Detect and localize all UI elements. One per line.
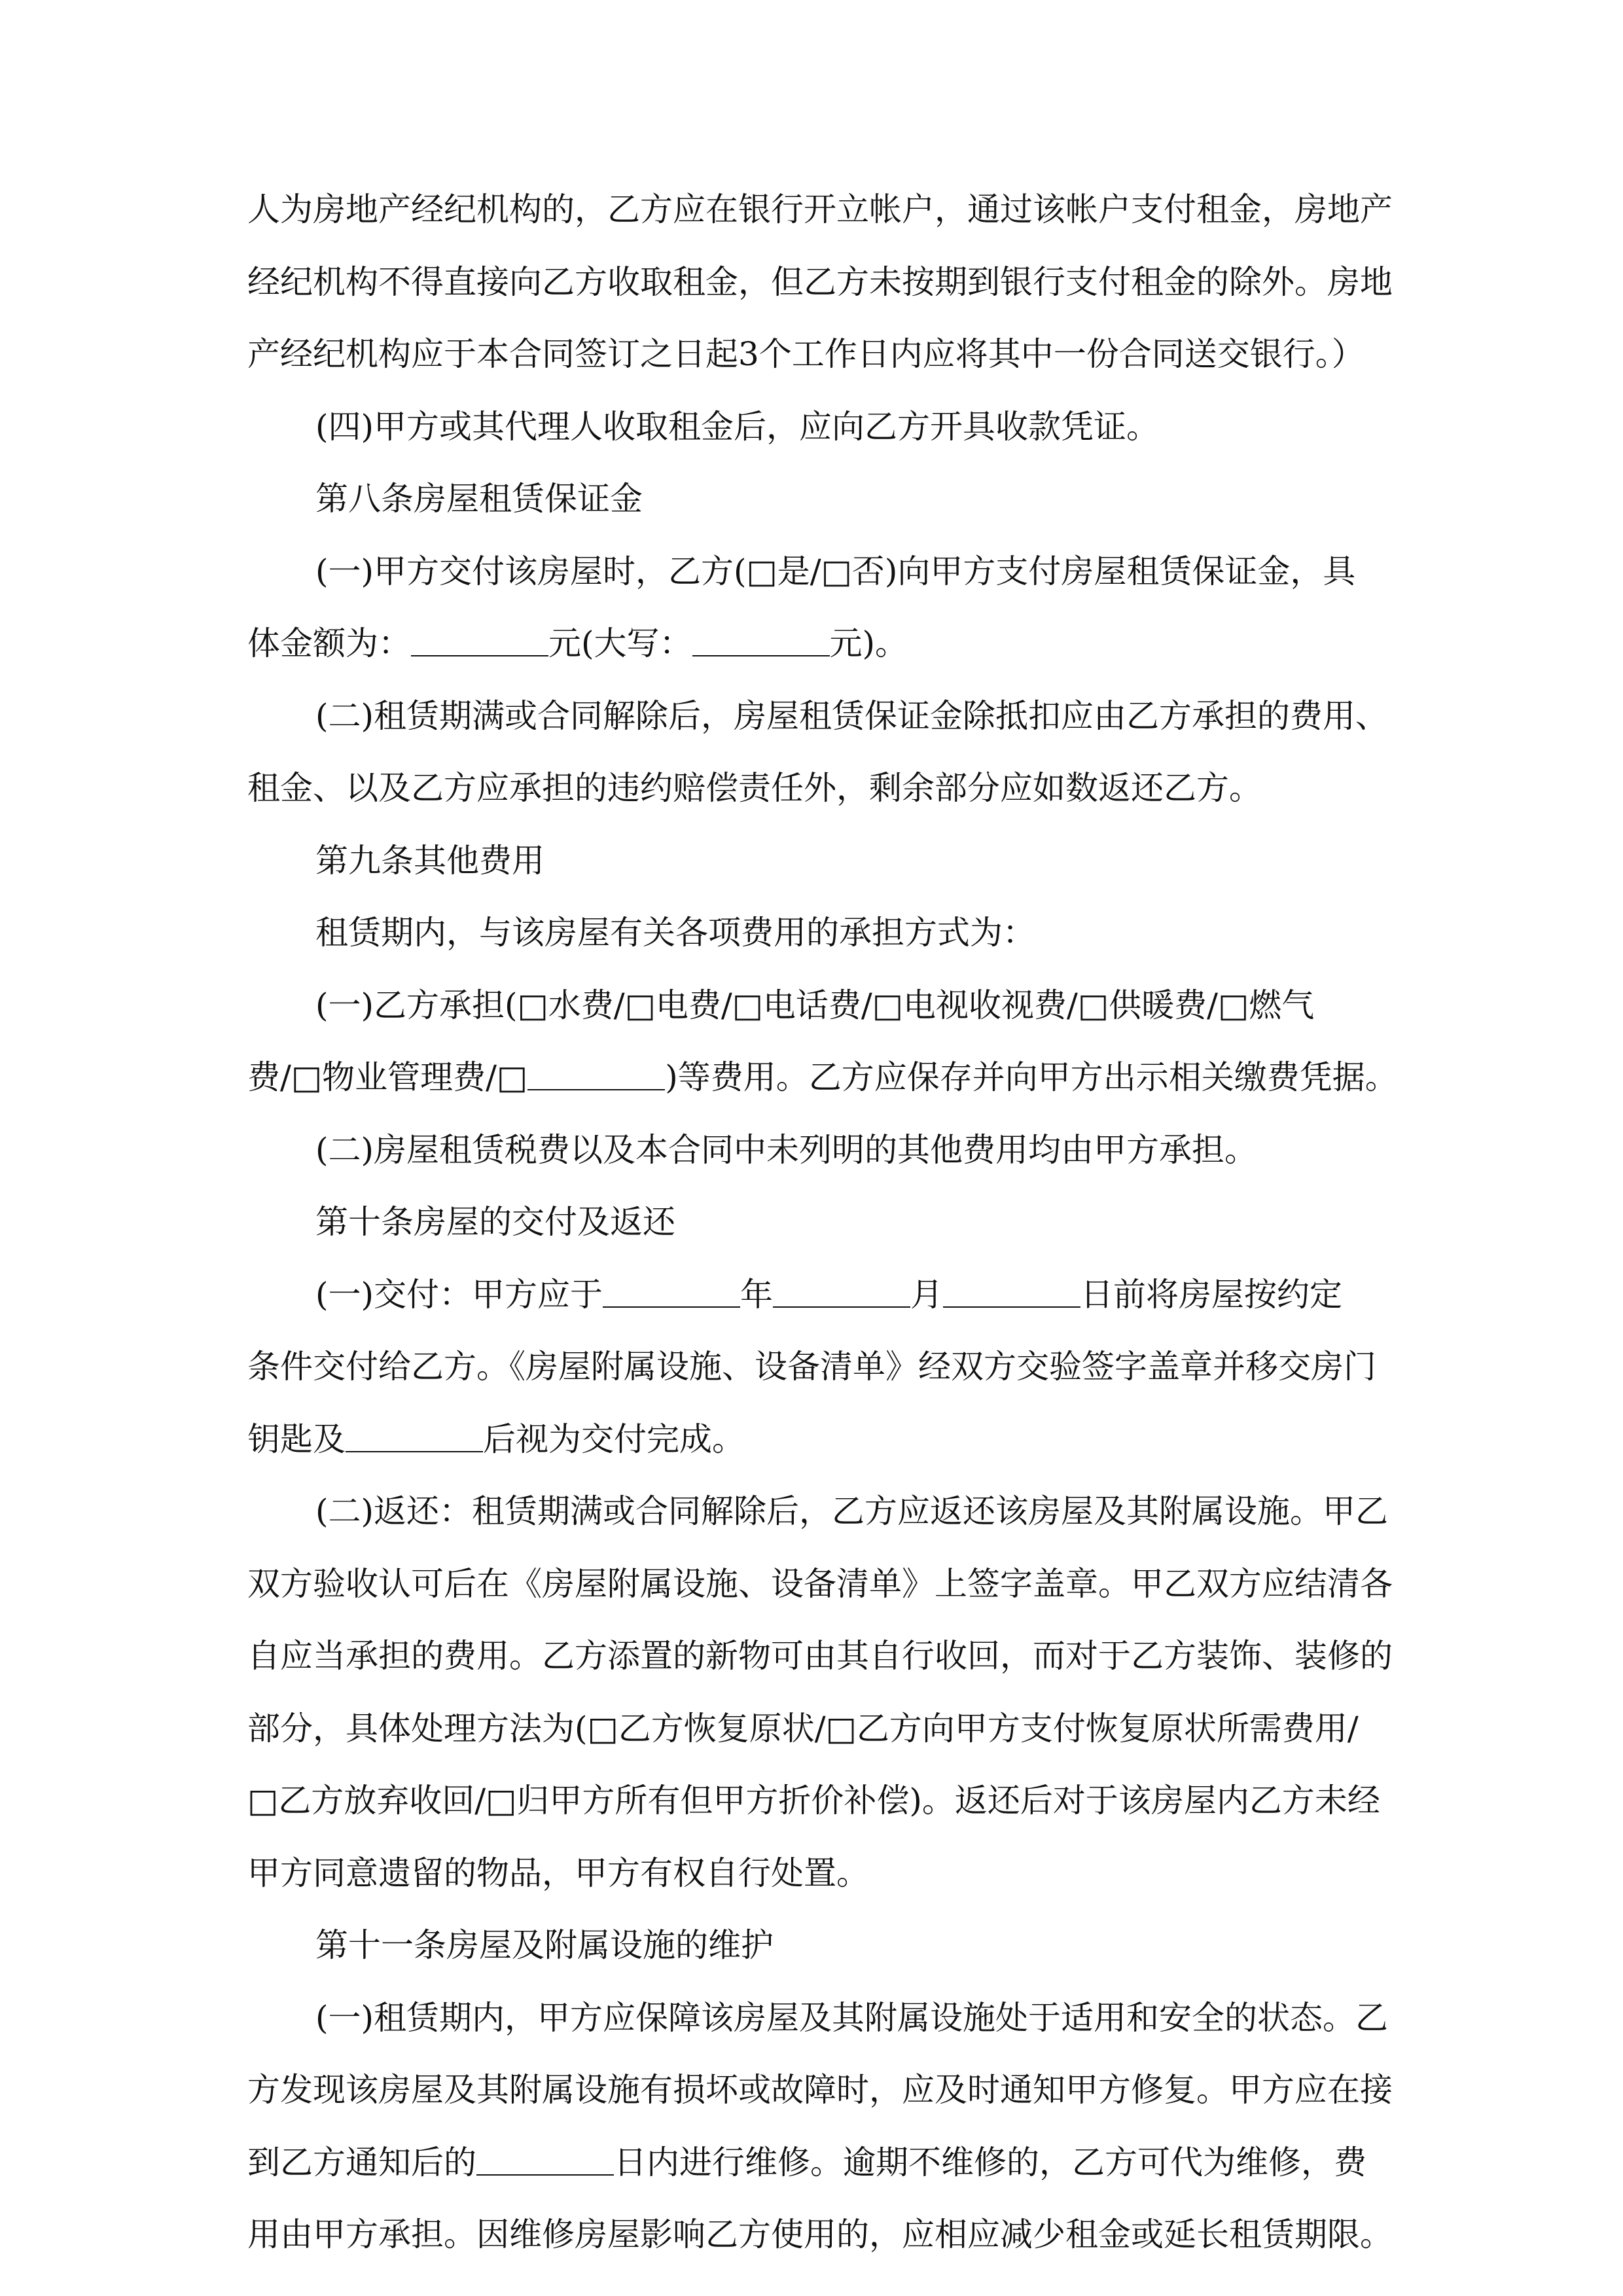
- heading-text: 第十条房屋的交付及返还: [315, 1203, 675, 1241]
- heading-text: 第九条其他费用: [315, 841, 544, 880]
- text-line: [247, 624, 1406, 663]
- line-text: (一)租赁期内，甲方应保障该房屋及其附属设施处于适用和安全的状态。乙: [315, 1998, 1389, 2037]
- line-text: 日内进行维修。逾期不维修的，乙方可代为维修，费: [614, 2143, 1366, 2181]
- line-text: (二)租赁期满或合同解除后，房屋租赁保证金除抵扣应由乙方承担的费用、: [315, 696, 1389, 735]
- line-text: 经纪机构不得直接向乙方收取租金，但乙方未按期到银行支付租金的除外。房地: [247, 262, 1393, 301]
- line-text: 体金额为：: [247, 624, 411, 662]
- line-text: (一)甲方交付该房屋时，乙方(□是/□否)向甲方支付房屋租赁保证金，具: [315, 552, 1356, 590]
- year-blank[interactable]: [603, 1275, 740, 1308]
- text-line: [247, 986, 1406, 1025]
- line-text: 方发现该房屋及其附属设施有损坏或故障时，应及时通知甲方修复。甲方应在接: [247, 2071, 1393, 2109]
- line-text: (一)乙方承担(□水费/□电费/□电话费/□电视收视费/□供暖费/□燃气: [315, 986, 1315, 1024]
- text-line: [247, 552, 1406, 591]
- line-text: 元(大写：: [548, 624, 692, 662]
- line-text: 日前将房屋按约定: [1080, 1275, 1343, 1314]
- line-text: (二)房屋租赁税费以及本合同中未列明的其他费用均由甲方承担。: [315, 1130, 1258, 1169]
- heading-text: 第八条房屋租赁保证金: [315, 480, 643, 518]
- text-line: [247, 1420, 1406, 1459]
- text-line: [247, 1998, 1406, 2037]
- document-page: [247, 190, 1406, 2287]
- line-text: )等费用。乙方应保存并向甲方出示相关缴费凭据。: [665, 1058, 1398, 1096]
- line-text: 元)。: [829, 624, 908, 662]
- line-text: 甲方同意遗留的物品，甲方有权自行处置。: [247, 1854, 869, 1892]
- text-line: [247, 1492, 1406, 1531]
- line-text: 部分，具体处理方法为(□乙方恢复原状/□乙方向甲方支付恢复原状所需费用/: [247, 1709, 1359, 1748]
- line-text: (四)甲方或其代理人收取租金后，应向乙方开具收款凭证。: [315, 407, 1160, 446]
- month-blank[interactable]: [773, 1275, 910, 1308]
- line-text: 月: [910, 1275, 944, 1314]
- day-blank[interactable]: [943, 1275, 1080, 1308]
- text-line: [247, 768, 1406, 808]
- line-text: □乙方放弃收回/□归甲方所有但甲方折价补偿)。返还后对于该房屋内乙方未经: [247, 1782, 1380, 1820]
- line-text: 自应当承担的费用。乙方添置的新物可由其自行收回，而对于乙方装饰、装修的: [247, 1637, 1393, 1675]
- text-line: [247, 262, 1406, 302]
- article-heading: [247, 479, 1406, 518]
- text-line: [247, 407, 1406, 446]
- text-line: [247, 190, 1406, 229]
- text-line: [247, 1347, 1406, 1386]
- text-line: [247, 1636, 1406, 1676]
- line-text: 钥匙及: [247, 1420, 346, 1458]
- line-text: 用由甲方承担。因维修房屋影响乙方使用的，应相应减少租金或延长租赁期限。: [247, 2215, 1393, 2253]
- text-line: [247, 2215, 1406, 2254]
- article-heading: [247, 1926, 1406, 1965]
- line-text: 到乙方通知后的: [247, 2143, 476, 2181]
- text-line: [247, 1058, 1406, 1097]
- amount-capital-blank[interactable]: [692, 624, 830, 656]
- text-line: [247, 2143, 1406, 2182]
- line-text: 人为房地产经纪机构的，乙方应在银行开立帐户，通过该帐户支付租金，房地产: [247, 190, 1393, 228]
- heading-text: 第十一条房屋及附属设施的维护: [315, 1926, 774, 1964]
- other-fee-blank[interactable]: [527, 1058, 665, 1090]
- article-heading: [247, 841, 1406, 880]
- line-text: 费/□物业管理费/□: [247, 1058, 528, 1096]
- line-text: (二)返还：租赁期满或合同解除后，乙方应返还该房屋及其附属设施。甲乙: [315, 1492, 1389, 1530]
- text-line: [247, 913, 1406, 952]
- amount-blank[interactable]: [411, 624, 548, 656]
- line-text: 年: [740, 1275, 774, 1314]
- line-text: 产经纪机构应于本合同签订之日起3个工作日内应将其中一份合同送交银行。）: [247, 335, 1364, 373]
- line-text: 后视为交付完成。: [483, 1420, 745, 1458]
- text-line: [247, 1709, 1406, 1748]
- line-text: 租赁期内，与该房屋有关各项费用的承担方式为：: [315, 914, 1035, 952]
- line-text: 条件交付给乙方。《房屋附属设施、设备清单》经双方交验签字盖章并移交房门: [247, 1348, 1376, 1386]
- article-heading: [247, 1202, 1406, 1242]
- text-line: [247, 1781, 1406, 1820]
- text-line: [247, 2070, 1406, 2109]
- text-line: [247, 1130, 1406, 1170]
- text-line: [247, 1275, 1406, 1314]
- line-text: (一)交付：甲方应于: [315, 1275, 603, 1314]
- text-line: [247, 696, 1406, 736]
- line-text: 租金、以及乙方应承担的违约赔偿责任外，剩余部分应如数返还乙方。: [247, 769, 1262, 807]
- text-line: [247, 334, 1406, 374]
- text-line: [247, 1854, 1406, 1893]
- handover-item-blank[interactable]: [346, 1420, 483, 1452]
- line-text: 双方验收认可后在《房屋附属设施、设备清单》上签字盖章。甲乙双方应结清各: [247, 1564, 1393, 1603]
- text-line: [247, 1564, 1406, 1604]
- repair-days-blank[interactable]: [476, 2143, 614, 2176]
